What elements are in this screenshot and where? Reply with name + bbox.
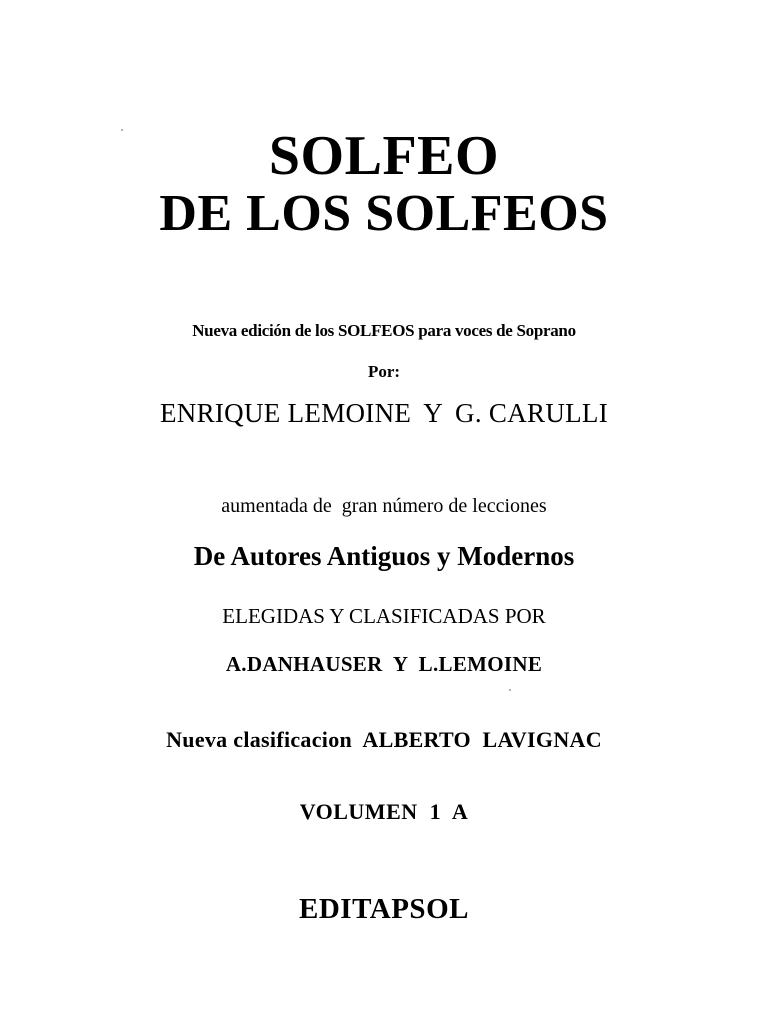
scan-speck [509, 689, 511, 691]
classification-note: Nueva clasificacion ALBERTO LAVIGNAC [166, 727, 602, 752]
author-1: ENRIQUE LEMOINE [159, 398, 412, 428]
author-2: G. CARULLI [455, 398, 609, 428]
author-joiner: Y [423, 398, 444, 428]
by-label: Por: [367, 362, 401, 381]
subtitle: Nueva edición de los SOLFEOS para voces de Soprano [192, 321, 576, 340]
compilers: A.DANHAUSER Y L.LEMOINE [225, 652, 543, 676]
augmented-note: aumentada de gran número de lecciones [221, 495, 547, 517]
publisher: EDITAPSOL [299, 893, 469, 925]
selected-by-label: ELEGIDAS Y CLASIFICADAS POR [222, 604, 546, 628]
authors-tagline: De Autores Antiguos y Modernos [193, 541, 575, 571]
title-line-1: SOLFEO [268, 125, 500, 187]
title-line-2: DE LOS SOLFEOS [159, 185, 609, 242]
authors [0, 400, 768, 427]
volume-label: VOLUMEN 1 A [299, 799, 469, 824]
scan-speck [121, 129, 123, 131]
